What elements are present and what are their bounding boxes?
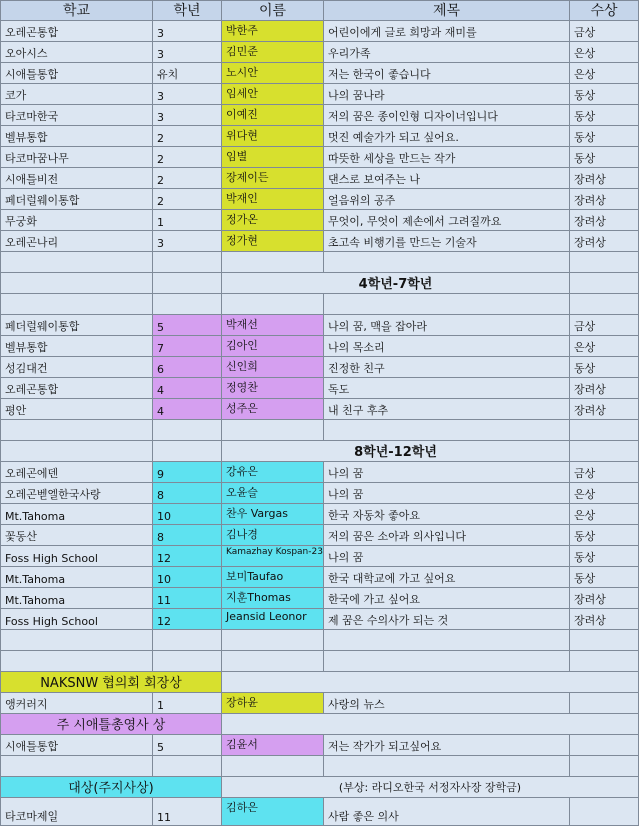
cell-school[interactable]: 앵커러지 (0, 693, 153, 714)
table-row (0, 462, 639, 483)
cell-grade[interactable]: 10 (153, 504, 222, 525)
cell-grade[interactable]: 3 (153, 21, 222, 42)
table-row (0, 378, 639, 399)
cell-title[interactable]: 저는 한국이 좋습니다 (324, 63, 570, 84)
empty-cell[interactable] (570, 630, 639, 651)
table-row (0, 525, 639, 546)
cell-name[interactable]: 김나경 (222, 525, 324, 546)
empty-cell[interactable] (222, 630, 324, 651)
cell-title[interactable]: 댄스로 보여주는 나 (324, 168, 570, 189)
cell-award[interactable]: 동상 (570, 126, 639, 147)
cell-award[interactable]: 장려상 (570, 609, 639, 630)
empty-cell[interactable] (153, 756, 222, 777)
empty-cell[interactable] (570, 420, 639, 441)
empty-cell[interactable] (570, 252, 639, 273)
cell-grade[interactable]: 12 (153, 546, 222, 567)
cell-school[interactable]: 꽃동산 (0, 525, 153, 546)
cell-grade[interactable]: 11 (153, 588, 222, 609)
table-row (0, 399, 639, 420)
table-row (0, 126, 639, 147)
cell-grade[interactable]: 2 (153, 126, 222, 147)
column-header[interactable]: 수상 (570, 0, 639, 21)
cell-title[interactable]: 한국에 가고 싶어요 (324, 588, 570, 609)
section-header-4-7 (0, 273, 639, 294)
cell-title[interactable]: 우리가족 (324, 42, 570, 63)
cell-name[interactable]: 정가온 (222, 210, 324, 231)
cell-award[interactable]: 금상 (570, 315, 639, 336)
cell-award[interactable]: 장려상 (570, 189, 639, 210)
cell-title[interactable]: 저는 작가가 되고싶어요 (324, 735, 570, 756)
column-header[interactable]: 이름 (222, 0, 324, 21)
table-row (0, 735, 639, 756)
empty-cell[interactable] (222, 651, 324, 672)
cell-award[interactable]: 장려상 (570, 210, 639, 231)
cell-award[interactable]: 동상 (570, 525, 639, 546)
cell-name[interactable]: 보미Taufao (222, 567, 324, 588)
cell-grade[interactable]: 11 (153, 798, 222, 826)
cell-grade[interactable]: 8 (153, 525, 222, 546)
table-row (0, 567, 639, 588)
table-row (0, 315, 639, 336)
cell-name[interactable]: 강유은 (222, 462, 324, 483)
cell-award[interactable]: 금상 (570, 21, 639, 42)
cell-title[interactable]: 초고속 비행기를 만드는 기술자 (324, 231, 570, 252)
cell-grade[interactable]: 4 (153, 378, 222, 399)
grand-banner-row (0, 777, 639, 798)
table-row (0, 798, 639, 826)
cell-grade[interactable]: 2 (153, 147, 222, 168)
cell-award[interactable]: 은상 (570, 504, 639, 525)
cell-title[interactable]: 내 친구 후추 (324, 399, 570, 420)
cell-name[interactable]: 정가현 (222, 231, 324, 252)
cell-school[interactable]: 시애틀통합 (0, 63, 153, 84)
cell-name[interactable]: 김민준 (222, 42, 324, 63)
cell-title[interactable]: 독도 (324, 378, 570, 399)
cell-school[interactable]: Mt.Tahoma (0, 567, 153, 588)
empty-cell[interactable] (153, 630, 222, 651)
cell-grade[interactable]: 3 (153, 231, 222, 252)
cell-title[interactable]: 나의 꿈나라 (324, 84, 570, 105)
cell-title[interactable]: 얼음위의 공주 (324, 189, 570, 210)
empty-cell[interactable] (153, 273, 222, 294)
cell-school[interactable]: 오레곤통합 (0, 378, 153, 399)
cell-school[interactable]: 벨뷰통합 (0, 126, 153, 147)
empty-cell[interactable] (570, 273, 639, 294)
cell-title[interactable]: 멋진 예술가가 되고 싶어요. (324, 126, 570, 147)
cell-award[interactable]: 은상 (570, 336, 639, 357)
cell-title[interactable]: 사랑의 뉴스 (324, 693, 570, 714)
cell-award[interactable]: 은상 (570, 483, 639, 504)
empty-cell[interactable] (222, 420, 324, 441)
empty-cell[interactable] (570, 756, 639, 777)
cell-name[interactable]: 오윤슬 (222, 483, 324, 504)
cell-name[interactable]: 박재인 (222, 189, 324, 210)
cell-award[interactable]: 금상 (570, 462, 639, 483)
cell-school[interactable]: Mt.Tahoma (0, 588, 153, 609)
cell-grade[interactable]: 7 (153, 336, 222, 357)
cell-school[interactable]: Mt.Tahoma (0, 504, 153, 525)
empty-cell[interactable] (153, 651, 222, 672)
table-row (0, 21, 639, 42)
table-row (0, 336, 639, 357)
cell-title[interactable]: 저의 꿈은 종이인형 디자이너입니다 (324, 105, 570, 126)
cell-name[interactable]: 김아인 (222, 336, 324, 357)
cell-name[interactable]: 찬우 Vargas (222, 504, 324, 525)
award-banner: 대상(주지사상) (0, 777, 222, 798)
empty-cell[interactable] (0, 273, 153, 294)
cell-grade[interactable]: 8 (153, 483, 222, 504)
table-row (0, 693, 639, 714)
empty-cell[interactable] (570, 651, 639, 672)
column-header[interactable]: 학년 (153, 0, 222, 21)
empty-cell[interactable] (0, 630, 153, 651)
column-header[interactable]: 제목 (324, 0, 570, 21)
empty-cell[interactable] (0, 651, 153, 672)
cell-grade[interactable]: 10 (153, 567, 222, 588)
cell-title[interactable]: 나의 목소리 (324, 336, 570, 357)
empty-cell[interactable] (0, 420, 153, 441)
cell-award[interactable]: 장려상 (570, 588, 639, 609)
cell-award[interactable]: 은상 (570, 42, 639, 63)
section-title: 4학년-7학년 (222, 273, 570, 294)
cell-grade[interactable]: 2 (153, 168, 222, 189)
empty-cell[interactable] (222, 252, 324, 273)
cell-grade[interactable]: 12 (153, 609, 222, 630)
cell-school[interactable]: 페더럴웨이통합 (0, 189, 153, 210)
empty-cell[interactable] (324, 252, 570, 273)
empty-cell[interactable] (222, 294, 324, 315)
cell-school[interactable]: 타코마꿈나무 (0, 147, 153, 168)
table-row (0, 546, 639, 567)
cell-school[interactable]: 오레곤에덴 (0, 462, 153, 483)
cell-name[interactable]: 성주은 (222, 399, 324, 420)
award-banner: 주 시애틀총영사 상 (0, 714, 222, 735)
cell-grade[interactable]: 5 (153, 735, 222, 756)
cell-name[interactable]: 임세안 (222, 84, 324, 105)
cell-school[interactable]: 오아시스 (0, 42, 153, 63)
empty-cell[interactable] (0, 756, 153, 777)
empty-row (0, 252, 639, 273)
cell-title[interactable]: 한국 대학교에 가고 싶어요 (324, 567, 570, 588)
section-header-8-12 (0, 441, 639, 462)
naksnw-banner-row (0, 672, 639, 693)
cell-title[interactable]: 진정한 친구 (324, 357, 570, 378)
table-row (0, 231, 639, 252)
cell-school[interactable]: Foss High School (0, 609, 153, 630)
cell-school[interactable]: 페더럴웨이통합 (0, 315, 153, 336)
award-banner: NAKSNW 협의회 회장상 (0, 672, 222, 693)
cell-title[interactable]: 저의 꿈은 소아과 의사입니다 (324, 525, 570, 546)
cell-name[interactable]: 장하윤 (222, 693, 324, 714)
cell-award[interactable]: 은상 (570, 63, 639, 84)
cell-award[interactable]: 동상 (570, 546, 639, 567)
cell-name[interactable]: Kamazhay Kospan-23 (222, 546, 324, 567)
cell-name[interactable]: 장제이든 (222, 168, 324, 189)
empty-cell[interactable] (0, 294, 153, 315)
cell-grade[interactable]: 5 (153, 315, 222, 336)
table-row (0, 210, 639, 231)
cell-name[interactable]: 김윤서 (222, 735, 324, 756)
empty-cell[interactable] (153, 420, 222, 441)
empty-cell[interactable] (324, 420, 570, 441)
cell-school[interactable]: 타코마한국 (0, 105, 153, 126)
cell-title[interactable]: 나의 꿈, 맥을 잡아라 (324, 315, 570, 336)
cell-title[interactable]: 사람 좋은 의사 (324, 798, 570, 826)
table-row (0, 105, 639, 126)
empty-row (0, 420, 639, 441)
table-row (0, 168, 639, 189)
table-row (0, 42, 639, 63)
table-row (0, 189, 639, 210)
cell-name[interactable]: 위다현 (222, 126, 324, 147)
cell-grade[interactable]: 4 (153, 399, 222, 420)
cell-school[interactable]: 무궁화 (0, 210, 153, 231)
cell-school[interactable]: 오레곤벧엘한국사랑 (0, 483, 153, 504)
empty-cell[interactable] (570, 441, 639, 462)
table-row (0, 483, 639, 504)
empty-cell[interactable] (324, 630, 570, 651)
empty-row (0, 294, 639, 315)
cell-grade[interactable]: 6 (153, 357, 222, 378)
cell-name[interactable]: 김하은 (222, 798, 324, 826)
table-row (0, 63, 639, 84)
cell-name[interactable]: 정영찬 (222, 378, 324, 399)
empty-cell[interactable] (153, 441, 222, 462)
cell-award[interactable]: 장려상 (570, 168, 639, 189)
cell-name[interactable]: 박한주 (222, 21, 324, 42)
cell-grade[interactable]: 3 (153, 105, 222, 126)
empty-cell[interactable] (570, 294, 639, 315)
cell-name[interactable]: 임별 (222, 147, 324, 168)
empty-cell[interactable] (0, 252, 153, 273)
cell-title[interactable]: 따뜻한 세상을 만드는 작가 (324, 147, 570, 168)
cell-name[interactable]: 노시안 (222, 63, 324, 84)
cell-award[interactable] (570, 798, 639, 826)
empty-row (0, 651, 639, 672)
cell-school[interactable]: 시애틀비전 (0, 168, 153, 189)
cell-school[interactable]: 시애틀통합 (0, 735, 153, 756)
cell-name[interactable]: 신인희 (222, 357, 324, 378)
cell-award[interactable]: 동상 (570, 357, 639, 378)
empty-cell[interactable] (153, 294, 222, 315)
cell-title[interactable]: 나의 꿈 (324, 462, 570, 483)
column-header[interactable]: 학교 (0, 0, 153, 21)
empty-cell[interactable] (324, 756, 570, 777)
table-header (0, 0, 639, 21)
cell-title[interactable]: 나의 꿈 (324, 546, 570, 567)
empty-cell (222, 714, 639, 735)
cell-grade[interactable]: 9 (153, 462, 222, 483)
cell-award[interactable]: 장려상 (570, 399, 639, 420)
cell-award[interactable]: 동상 (570, 105, 639, 126)
table-row (0, 147, 639, 168)
cell-grade[interactable]: 2 (153, 189, 222, 210)
section-title: 8학년-12학년 (222, 441, 570, 462)
table-row (0, 357, 639, 378)
cell-name[interactable]: Jeansid Leonor (222, 609, 324, 630)
cell-title[interactable]: 제 꿈은 수의사가 되는 것 (324, 609, 570, 630)
cell-award[interactable] (570, 693, 639, 714)
table-row (0, 609, 639, 630)
cell-title[interactable]: 어린이에게 글로 희망과 재미를 (324, 21, 570, 42)
table-row (0, 588, 639, 609)
consul-banner-row (0, 714, 639, 735)
cell-grade[interactable]: 3 (153, 84, 222, 105)
cell-school[interactable]: 평안 (0, 399, 153, 420)
cell-school[interactable]: 벨뷰통합 (0, 336, 153, 357)
cell-school[interactable]: 오레곤나리 (0, 231, 153, 252)
empty-row (0, 756, 639, 777)
cell-title[interactable]: 한국 자동차 좋아요 (324, 504, 570, 525)
cell-school[interactable]: 성김대건 (0, 357, 153, 378)
empty-cell (222, 672, 639, 693)
cell-grade[interactable]: 1 (153, 693, 222, 714)
cell-school[interactable]: 코가 (0, 84, 153, 105)
cell-school[interactable]: 오레곤통합 (0, 21, 153, 42)
cell-award[interactable]: 장려상 (570, 231, 639, 252)
cell-award[interactable]: 동상 (570, 84, 639, 105)
empty-cell[interactable] (324, 651, 570, 672)
cell-school[interactable]: Foss High School (0, 546, 153, 567)
cell-award[interactable] (570, 735, 639, 756)
empty-row (0, 630, 639, 651)
cell-title[interactable]: 나의 꿈 (324, 483, 570, 504)
cell-name[interactable]: 박재선 (222, 315, 324, 336)
cell-award[interactable]: 장려상 (570, 378, 639, 399)
empty-cell[interactable] (153, 252, 222, 273)
cell-grade[interactable]: 유치 (153, 63, 222, 84)
cell-school[interactable]: 타코마제일 (0, 798, 153, 826)
award-note: (부상: 라디오한국 서정자사장 장학금) (222, 777, 639, 798)
empty-cell[interactable] (0, 441, 153, 462)
empty-cell[interactable] (324, 294, 570, 315)
cell-grade[interactable]: 3 (153, 42, 222, 63)
table-row (0, 504, 639, 525)
table-row (0, 84, 639, 105)
cell-name[interactable]: 이예진 (222, 105, 324, 126)
cell-title[interactable]: 무엇이, 무엇이 제손에서 그려질까요 (324, 210, 570, 231)
empty-cell[interactable] (222, 756, 324, 777)
cell-award[interactable]: 동상 (570, 567, 639, 588)
cell-grade[interactable]: 1 (153, 210, 222, 231)
cell-award[interactable]: 동상 (570, 147, 639, 168)
cell-name[interactable]: 지훈Thomas (222, 588, 324, 609)
